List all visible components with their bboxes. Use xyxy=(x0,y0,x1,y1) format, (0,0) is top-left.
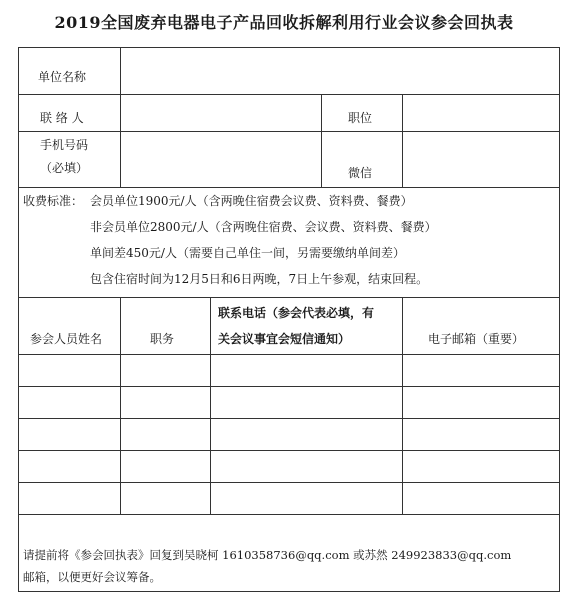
col-divider xyxy=(120,297,121,514)
row-divider xyxy=(18,297,560,298)
row-divider xyxy=(18,94,560,95)
required-note: （必填） xyxy=(40,161,89,175)
header-phone-line2: 关会议事宜会短信通知） xyxy=(218,332,351,346)
attendee-email-cell[interactable] xyxy=(404,356,557,385)
border-right xyxy=(559,47,560,592)
mobile-field[interactable] xyxy=(122,133,319,186)
attendee-duty-cell[interactable] xyxy=(122,484,209,513)
mobile-label: 手机号码 xyxy=(40,138,89,152)
attendee-name-cell[interactable] xyxy=(20,484,119,513)
attendee-duty-cell[interactable] xyxy=(122,356,209,385)
header-phone-line1: 联系电话（参会代表必填，有 xyxy=(218,306,375,320)
header-attendee-name: 参会人员姓名 xyxy=(30,332,103,346)
attendee-name-cell[interactable] xyxy=(20,452,119,481)
attendee-name-cell[interactable] xyxy=(20,420,119,449)
row-divider xyxy=(18,354,560,355)
row-divider xyxy=(18,514,560,515)
col-divider xyxy=(120,47,121,187)
attendee-phone-cell[interactable] xyxy=(212,356,401,385)
row-divider xyxy=(18,187,560,188)
fee-non-member: 非会员单位2800元/人（含两晚住宿费、会议费、资料费、餐费） xyxy=(90,220,437,234)
border-top xyxy=(18,47,560,48)
attendee-duty-cell[interactable] xyxy=(122,420,209,449)
col-divider xyxy=(402,297,403,514)
header-duty: 职务 xyxy=(150,332,175,346)
footer-instruction: 请提前将《参会回执表》回复到吴晓柯 1610358736@qq.com 或苏然 249923833@qq.com xyxy=(23,548,512,562)
fee-member: 会员单位1900元/人（含两晚住宿费会议费、资料费、餐费） xyxy=(90,194,413,208)
fee-standard-label: 收费标准： xyxy=(23,194,84,208)
unit-name-label: 单位名称 xyxy=(38,70,87,84)
attendee-phone-cell[interactable] xyxy=(212,420,401,449)
wechat-field[interactable] xyxy=(404,133,557,186)
contact-label: 联 络 人 xyxy=(40,111,84,125)
border-bottom xyxy=(18,591,560,592)
attendee-phone-cell[interactable] xyxy=(212,484,401,513)
footer-instruction-cont: 邮箱，以便更好会议筹备。 xyxy=(23,570,161,584)
position-label: 职位 xyxy=(348,111,373,125)
attendee-email-cell[interactable] xyxy=(404,452,557,481)
border-left xyxy=(18,47,19,592)
fee-single-room: 单间差450元/人（需要自己单住一间，另需要缴纳单间差） xyxy=(90,246,405,260)
row-divider xyxy=(18,131,560,132)
attendee-name-cell[interactable] xyxy=(20,356,119,385)
attendee-email-cell[interactable] xyxy=(404,388,557,417)
row-divider xyxy=(18,386,560,387)
attendee-phone-cell[interactable] xyxy=(212,452,401,481)
unit-name-field[interactable] xyxy=(122,49,557,93)
attendee-phone-cell[interactable] xyxy=(212,388,401,417)
attendee-email-cell[interactable] xyxy=(404,484,557,513)
row-divider xyxy=(18,418,560,419)
registration-form xyxy=(18,47,560,592)
row-divider xyxy=(18,482,560,483)
form-title: 2019全国废弃电器电子产品回收拆解利用行业会议参会回执表 xyxy=(54,13,514,32)
col-divider xyxy=(402,94,403,187)
attendee-duty-cell[interactable] xyxy=(122,388,209,417)
attendee-email-cell[interactable] xyxy=(404,420,557,449)
fee-schedule: 包含住宿时间为12月5日和6日两晚，7日上午参观，结束回程。 xyxy=(90,272,429,286)
contact-field[interactable] xyxy=(122,96,319,130)
position-field[interactable] xyxy=(404,96,557,130)
attendee-name-cell[interactable] xyxy=(20,388,119,417)
row-divider xyxy=(18,450,560,451)
col-divider xyxy=(210,297,211,514)
wechat-label: 微信 xyxy=(348,166,373,180)
col-divider xyxy=(321,94,322,187)
header-email: 电子邮箱（重要） xyxy=(428,332,525,346)
attendee-duty-cell[interactable] xyxy=(122,452,209,481)
